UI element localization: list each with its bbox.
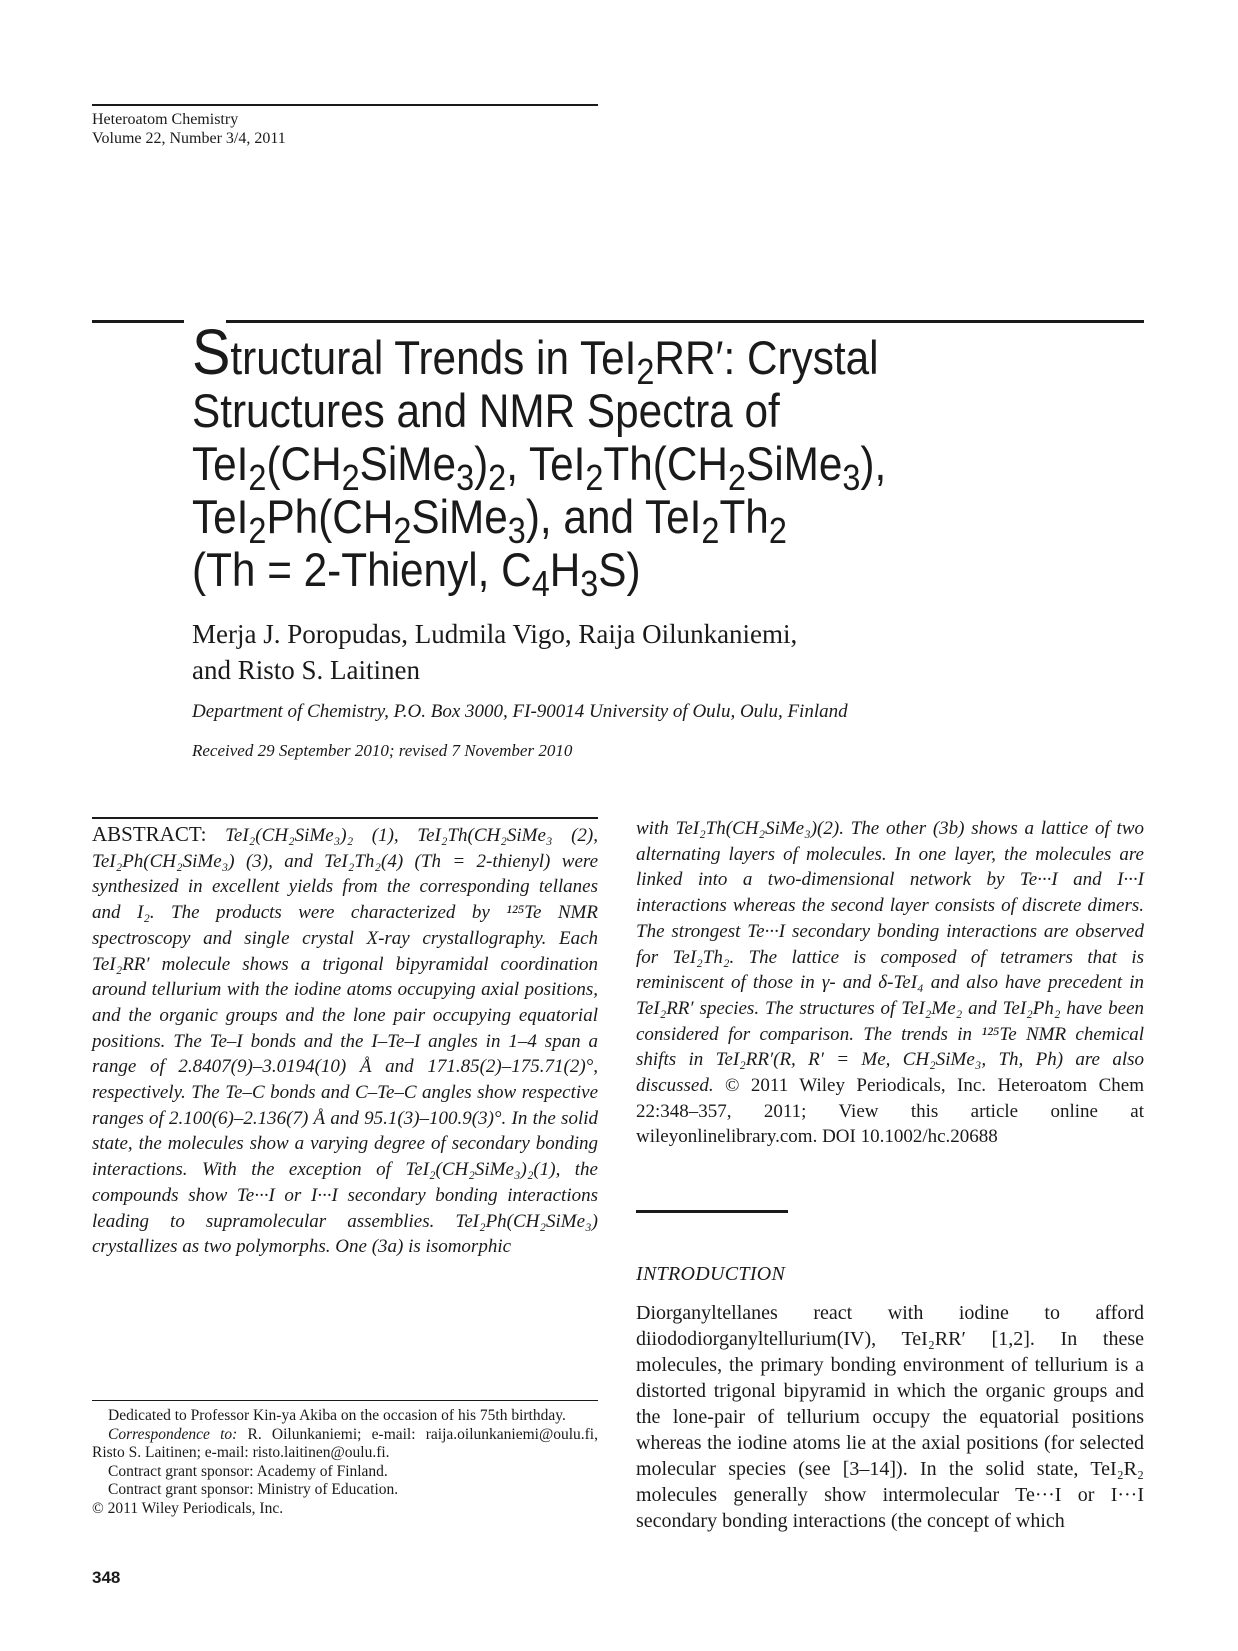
title-line-4: $TeI_2Ph(CH_2SiMe_3)$, and $TeI_2Th_2$ xyxy=(192,490,787,551)
abstract xyxy=(92,822,598,1260)
title-line-2: Structures and NMR Spectra of xyxy=(192,384,780,437)
journal-name: Heteroatom Chemistry xyxy=(92,111,239,128)
footnote-correspondence: Correspondence to: R. Oilunkaniemi; e-mail: raija.oilunkaniemi@oulu.fi, Risto S. Laitinen; e-mail: risto.laitinen@oulu.fi. xyxy=(92,1425,598,1461)
authors-line-1: Merja J. Poropudas, Ludmila Vigo, Raija Oilunkaniemi, xyxy=(192,619,798,649)
footnote-grant-1: Contract grant sponsor: Academy of Finland. xyxy=(108,1462,388,1480)
abstract-continued xyxy=(636,816,1144,1150)
abstract-copyright: © 2011 Wiley Periodicals, Inc. Heteroatom Chem 22:348–357, 2011; View this article online at wileyonlinelibrary.com. DOI 10.1002/hc.20688 xyxy=(636,1075,1144,1148)
footnote-copyright: © 2011 Wiley Periodicals, Inc. xyxy=(92,1499,284,1517)
introduction-text: Diorganyltellanes react with iodine to afford diiododiorganyltellurium(IV), TeI₂RR′ [1,2]. In these molecules, the primary bonding environment of tellurium is a distorted trigonal bipyramid in which the organic groups and the lone-pair of tellurium occupy the equatorial positions whereas the iodine atoms lie at the axial positions (for selected molecular species (see [3–14]). In the solid state, TeI₂R₂ molecules generally show intermolecular Te···I or I···I secondary bonding interactions (the concept of which xyxy=(636,1302,1144,1532)
abstract-continued-text: with TeI₂Th(CH₂SiMe₃)(2). The other (3b) shows a lattice of two alternating layers of molecules. In one layer, the molecules are linked into a two-dimensional network by Te···I and I···I interactions whereas the second layer consists of discrete dimers. The strongest Te···I secondary bonding interactions are observed for TeI₂Th₂. The lattice is composed of tetramers that is reminiscent of those in γ- and δ-TeI₄ and also have precedent in TeI₂RR′ species. The structures of TeI₂Me₂ and TeI₂Ph₂ have been considered for comparison. The trends in ¹²⁵Te NMR chemical shifts in TeI₂RR′(R, R′ = Me, CH₂SiMe₃, Th, Ph) are also discussed. xyxy=(636,818,1144,1097)
abstract-end-rule xyxy=(636,1210,788,1213)
abstract-rule xyxy=(92,817,598,819)
title-line-5: (Th = 2-Thienyl, $C_4H_3S$) xyxy=(192,543,641,604)
abstract-text: TeI₂(CH₂SiMe₃)₂ (1), TeI₂Th(CH₂SiMe₃ (2), TeI₂Ph(CH₂SiMe₃) (3), and TeI₂Th₂(4) (Th = 2-thienyl) were synthesized in excellent yields from the corresponding tellanes and I₂. The products were characterized by ¹²⁵Te NMR spectroscopy and single crystal X-ray crystallography. Each TeI₂RR′ molecule shows a trigonal bipyramidal coordination around tellurium with the iodine atoms occupying axial positions, and the organic groups and the lone pair occupying equatorial positions. The Te–I bonds and the I–Te–I angles in 1–4 span a range of 2.8407(9)–3.0194(10) Å and 171.85(2)–175.71(2)°, respectively. The Te–C bonds and C–Te–C angles show respective ranges of 2.100(6)–2.136(7) Å and 95.1(3)–100.9(3)°. In the solid state, the molecules show a varying degree of secondary bonding interactions. With the exception of TeI₂(CH₂SiMe₃)₂(1), the compounds show Te···I or I···I secondary bonding interactions leading to supramolecular assemblies. TeI₂Ph(CH₂SiMe₃) crystallizes as two polymorphs. One (3a) is isomorphic xyxy=(92,825,598,1258)
title-rule-right xyxy=(226,320,1144,323)
introduction-heading: INTRODUCTION xyxy=(636,1263,786,1285)
title-rule-left xyxy=(92,320,184,323)
footnote-rule xyxy=(92,1400,598,1401)
page-number: 348 xyxy=(92,1568,121,1587)
footnote-dedication: Dedicated to Professor Kin-ya Akiba on the occasion of his 75th birthday. xyxy=(108,1407,566,1424)
authors-line-2: and Risto S. Laitinen xyxy=(192,655,420,685)
title-dropcap: S xyxy=(192,316,231,388)
abstract-label: ABSTRACT: xyxy=(92,822,207,846)
article-title xyxy=(192,316,1038,604)
journal-volume: Volume 22, Number 3/4, 2011 xyxy=(92,130,286,147)
received-dates: Received 29 September 2010; revised 7 November 2010 xyxy=(192,741,573,760)
footnotes xyxy=(92,1407,598,1518)
title-line-1: Structural Trends in TeI$_2$RR′: Crystal xyxy=(192,316,879,392)
footnote-grant-2: Contract grant sponsor: Ministry of Education. xyxy=(108,1481,399,1498)
author-list xyxy=(192,616,1092,688)
journal-header xyxy=(92,110,286,148)
affiliation: Department of Chemistry, P.O. Box 3000, FI-90014 University of Oulu, Oulu, Finland xyxy=(192,701,848,722)
journal-header-rule xyxy=(92,104,598,106)
title-line-3: $TeI_2(CH_2SiMe_3)_2$, $TeI_2Th(CH_2SiMe_3)$, xyxy=(192,437,887,498)
